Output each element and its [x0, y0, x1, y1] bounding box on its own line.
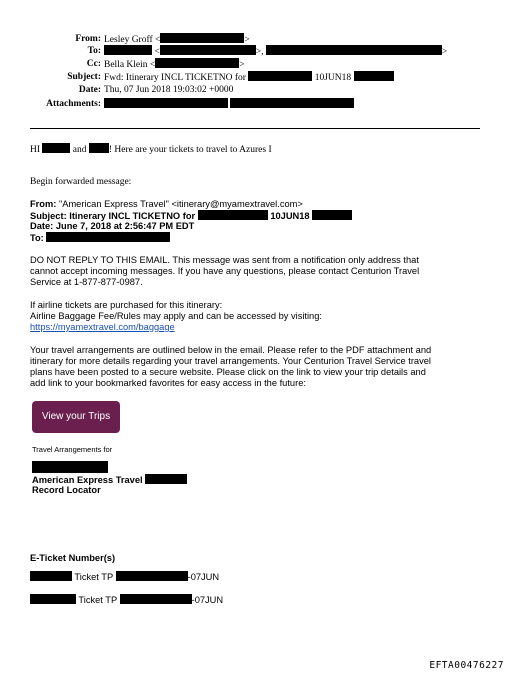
ticket-suffix: -07JUN	[187, 572, 220, 582]
redaction-block	[160, 45, 256, 55]
redaction-block	[32, 461, 108, 473]
travel-arrangements-label: Travel Arrangements for	[32, 445, 113, 454]
from-value: Lesley Groff <	[104, 35, 161, 45]
header-attachments-row	[0, 98, 512, 111]
arr-line-3: plans have been posted to a secure website. Please click on the link to view your trip details and	[30, 367, 426, 377]
redaction-block	[266, 45, 442, 55]
fwd-date-label: Date:	[30, 221, 54, 231]
redaction-block	[120, 594, 192, 604]
fwd-date-value: June 7, 2018 at 2:56:47 PM EDT	[55, 221, 195, 231]
redaction-block	[42, 143, 70, 153]
subject-label: Subject:	[67, 72, 101, 82]
to-label: To:	[87, 46, 101, 56]
to-close-2: >	[441, 47, 448, 57]
record-locator-label: Record Locator	[32, 485, 101, 495]
header-to-row: To: < >, >	[87, 46, 448, 57]
ticket-row	[30, 571, 219, 583]
airline-line-2: Airline Baggage Fee/Rules may apply and can be accessed by visiting:	[30, 311, 322, 321]
notice-line-1: DO NOT REPLY TO THIS EMAIL. This message was sent from a notification only address that	[30, 255, 419, 265]
greeting-rest: ! Here are your tickets to travel to Azures I	[108, 145, 272, 155]
header-subject-row	[0, 71, 512, 84]
airline-line-1: If airline tickets are purchased for this itinerary:	[30, 300, 223, 310]
fwd-from-value: "American Express Travel" <itinerary@myamextravel.com>	[58, 199, 303, 209]
fwd-to-label: To:	[30, 233, 44, 243]
from-close: >	[244, 35, 250, 45]
from-label: From:	[75, 34, 101, 44]
attachment-redacted[interactable]	[104, 98, 228, 108]
greeting-hi: HI	[30, 145, 41, 155]
arr-line-4: add link to your bookmarked favorites for easy access in the future:	[30, 378, 306, 388]
view-trips-button[interactable]: View your Trips	[32, 401, 120, 433]
subject-suffix: 10JUN18	[314, 73, 352, 83]
eticket-heading: E-Ticket Number(s)	[30, 553, 116, 563]
ticket-label: Ticket TP	[74, 572, 113, 582]
redaction-block	[198, 210, 268, 220]
notice-line-2: cannot accept incoming messages. If you have any questions, please contact Centurion Travel	[30, 266, 420, 276]
to-close: >,	[255, 47, 264, 57]
fwd-from-line	[30, 199, 303, 210]
redaction-block	[89, 143, 109, 153]
forward-intro: Begin forwarded message:	[30, 177, 132, 187]
redaction-block	[160, 33, 244, 43]
notice-line-3: Service at 1-877-877-0987.	[30, 277, 143, 287]
fwd-subject-date: 10JUN18	[270, 211, 310, 221]
redaction-block	[30, 594, 76, 604]
redaction-block	[312, 210, 352, 220]
amex-label: American Express Travel	[32, 475, 143, 485]
header-cc-row	[0, 58, 512, 71]
arr-line-2: itinerary for more details regarding your travel arrangements. Your Centurion Travel Service travel	[30, 356, 431, 366]
greeting-line	[30, 143, 272, 156]
fwd-subject-label: Subject: Itinerary INCL TICKETNO for	[30, 211, 196, 221]
fwd-to-line	[30, 232, 170, 244]
document-id: EFTA00476227	[429, 660, 504, 671]
date-value: Thu, 07 Jun 2018 19:03:02 +0000	[104, 85, 234, 95]
ticket-suffix: -07JUN	[191, 595, 224, 605]
ticket-row	[30, 594, 223, 606]
arr-line-1: Your travel arrangements are outlined below in the email. Please refer to the PDF attachment and	[30, 345, 432, 355]
baggage-link[interactable]: https://myamextravel.com/baggage	[30, 322, 175, 332]
redaction-block	[248, 71, 312, 81]
cc-value: Bella Klein <	[104, 60, 156, 70]
date-label: Date:	[78, 85, 101, 95]
redaction-block	[116, 571, 188, 581]
redaction-block	[46, 232, 170, 242]
redaction-block	[30, 571, 72, 581]
cc-label: Cc:	[86, 59, 101, 69]
attachment-redacted[interactable]	[230, 98, 354, 108]
fwd-date-line	[30, 221, 194, 232]
attachments-label: Attachments:	[46, 99, 101, 109]
header-date-row	[0, 84, 512, 97]
header-divider	[30, 128, 480, 129]
redaction-block	[155, 58, 239, 68]
cc-close: >	[239, 60, 245, 70]
fwd-from-label: From:	[30, 199, 57, 209]
greeting-and: and	[72, 145, 87, 155]
ticket-label: Ticket TP	[78, 595, 117, 605]
redaction-block	[145, 474, 187, 484]
redaction-block	[354, 71, 394, 81]
redaction-block	[104, 45, 152, 55]
subject-value: Fwd: Itinerary INCL TICKETNO for	[104, 73, 246, 83]
